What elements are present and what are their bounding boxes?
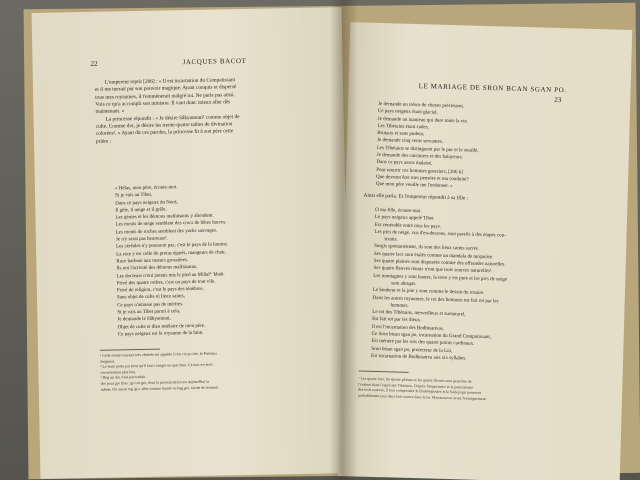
verse-line: Dans ce pays assez malaisé,	[376, 160, 433, 167]
verse-line: La race y est celle du pretas égarés, mangeurs de chair,	[116, 250, 226, 258]
verse-line: Je demande un manteau qui dure toute la vie.	[377, 116, 469, 125]
text-line: L'empereur reprit [206] : « Il est incarnation du Compatissant	[104, 77, 236, 86]
verse-line: Je demande des cuisiniers et des balayeurs.	[376, 153, 463, 161]
verse-line: Sans objet de culte ni lieux saints,	[117, 294, 185, 301]
verse-line: Objet de culte et dieu tutélaire de mon père.	[117, 323, 206, 331]
right-page	[338, 22, 633, 480]
verse-line: Que mon père veuille me l'ordonner. »	[375, 182, 453, 190]
text-line: colorées². » Ayant dit ces paroles, la princesse fit à son père cette	[95, 128, 234, 138]
verse-line: Ils ont l'activité des démons malfaisants.	[116, 265, 198, 272]
verse-line: Est vénérable entre tous les pays.	[374, 222, 442, 230]
text-line: culte. Comme dot, je désire les trente-quatre tables de divination	[95, 121, 233, 130]
verse-line: Privé de religion, c'est le pays des ténèbres.	[116, 286, 204, 294]
verse-line: Ce pays neigeux étant glacial,	[377, 109, 438, 116]
verse-line: Est fait roi par les dieux.	[372, 317, 422, 324]
footnotes-right	[358, 377, 487, 403]
page-number-left: 22	[90, 59, 98, 68]
verse-line: Les montagnes y sont hautes, la terre y est pure et les pics de neige	[373, 273, 508, 283]
verse-line: Dans les autres royaumes, le roi des hommes est fait roi par les	[372, 295, 499, 304]
footnote-line: ¹ Les quatre lacs, les quatre plaines et les quatre fleuves sont peut-être de	[358, 376, 472, 384]
page-number-right: 23	[554, 95, 562, 105]
text-line: et il me tuerait par son pouvoir magique. Ayant conquis et dispersé	[94, 84, 237, 94]
verse-block-right-a	[376, 101, 480, 191]
verse-line: Les génies et les démons malfaisants y abondent.	[115, 213, 214, 221]
verse-line: Ce Sron btsan sgan po, incarnation du Grand Compatissant,	[371, 331, 492, 341]
verse-line: Le roi des Tibétains, merveilleux et surnaturel,	[372, 310, 466, 318]
footnote-line: l'endroit dans l'esprit des Tibétains. D'après l'importance et la particularité	[358, 382, 474, 390]
verse-line: Que devront être mes pensées et ma conduite?	[375, 174, 469, 183]
verse-line: Les monts de neige semblent des crocs de bêtes fauves.	[115, 220, 227, 228]
verse-line: Ses quatre fleuves réunis n'ont que trois sources naturelles¹.	[373, 266, 493, 275]
verse-line: Sron btsan sgan po, protecteur de la Loi,	[371, 346, 453, 354]
text-line: maintenant. »	[95, 108, 125, 116]
verse-line: Les pics de neige, vus d'en-dessous, sont pareils à des étapes con-	[374, 229, 506, 239]
verse-line: Les Tibétains se distinguent par le pur et le souillé,	[376, 145, 479, 154]
verse-line: O ma fille, écoute-moi.	[375, 207, 422, 215]
verse-line: Privé des quatre ordres, c'est un pays de tout vile.	[116, 279, 216, 287]
verse-line: sont abrupts.	[391, 281, 417, 288]
text-line: tous mes royaumes, il t'emmènerait malgré toi. Ne parle pas ainsi.	[95, 91, 235, 101]
verse-line: Les céréales n'y poussent pas, c'est le pays de la famine.	[116, 242, 229, 250]
intro-paragraphs	[95, 77, 240, 146]
footnote-line: ² Le texte porte par (tout qu'il faut corriger en spar than. Ce mot est écrit	[100, 362, 213, 369]
verse-line: Les Tibétains étant cades,	[377, 123, 429, 131]
footnotes-left	[100, 351, 219, 392]
verse-line: Si je vais au Tibet parmi à cela,	[117, 309, 181, 316]
verse-line: Je n'y serai pas heureuse³.	[115, 236, 168, 243]
text-line: prière :	[95, 138, 112, 145]
verse-line: struits.	[384, 237, 398, 243]
running-head-right: LE MARIAGE DE SRON BCAN SGAN PO.	[418, 82, 567, 95]
verse-block-right-b	[371, 207, 509, 364]
verse-line: Pour nourrir ces hommes grossiers, [206 b]	[376, 167, 463, 176]
verse-line: « Hélas, mon père, écoute-moi.	[114, 185, 178, 192]
verse-line: Ce pays n'amasse pas de mérites.	[117, 301, 184, 309]
footnote-line: ¹ Cette statue toujours très vénérée est appelée Jo bo rin po che, le Précieux	[100, 351, 218, 358]
footnote-rule	[100, 349, 160, 351]
footnote-line: dro pour gro (bas: 'gro ne gro, dont la prononciation est aujourd'hui la	[100, 379, 210, 386]
footnote-line: même. On aurait tog 'gro, aller comme fumée ou bag gro, farine de froment.	[100, 385, 220, 392]
verse-line: Il est l'incarnation des Bodhisattvas.	[371, 324, 445, 332]
footnote-line: correctement plus loin.	[100, 369, 137, 375]
running-head-left: JACQUES BACOT	[182, 56, 247, 67]
verse-line: Je demande le Sâkyamuni,	[117, 316, 171, 323]
verse-line: Le bonheur et la joie y sont comme le dessin du rosaire.	[372, 288, 485, 297]
verse-line: Race barbare aux mœurs grossières.	[116, 258, 189, 265]
verse-line: hommes.	[390, 303, 409, 309]
left-page	[32, 7, 351, 479]
verse-line: Je demande cinq cents servantes.	[377, 138, 444, 146]
footnote-rule	[359, 371, 409, 373]
footnote-line: des trois sources, il faut comprendre le Brahmapoutre et le Sutlej) qui prennent	[358, 387, 481, 396]
verse-line: Brutaux et sans pudeur,	[377, 131, 425, 138]
verse-line: Dans ce pays neigeux du Nord,	[115, 199, 178, 207]
verse-line: Il gèle, il neige et il grêle.	[115, 207, 167, 214]
verse-line: Si je vais au Tibet,	[115, 193, 153, 199]
text-line: La princesse répondit : « Je désire Sâkyamuni¹ comme objet de	[105, 113, 240, 123]
footnote-line: probablement tous deux leur source dans le lac Manasarovar avant l'enseignement.	[357, 393, 487, 401]
footnote-line: Seigneur.	[100, 359, 115, 364]
verse-block-left	[115, 183, 230, 338]
verse-line: Les docteurs n'ont jamais mis le pied au Miñal⁴ 'khab.	[116, 271, 225, 279]
verse-line: Je demande un trésor de choses précieuses.	[378, 101, 465, 110]
narration-line: Ainsi elle parla. Et l'empereur répondit à sa fille :	[363, 192, 469, 202]
verse-line: Est ménéré par les rois des quatre points cardinaux.	[371, 339, 475, 348]
verse-line: Ses quatre plaines sont disposées comme des offrandes naturelles.	[373, 258, 506, 268]
book-spine-shadow	[330, 0, 358, 480]
verse-line: Surgis spontanément, ils sont des lieux saints sacrés.	[374, 244, 480, 253]
footnote-line: ³ Bag mi dro n'est pas traduit.	[100, 375, 147, 381]
text-line: Vois ce qu'a accompli son ministre. Il vaut donc mieux aller dès	[95, 99, 231, 108]
verse-line: Ses quatre lacs sont étalés comme un mandala de turquoise.	[373, 251, 494, 261]
verse-line: Le pays neigeux appelé Tibet	[374, 215, 434, 222]
verse-line: Les monts de roches semblent des yacks sauvages.	[115, 228, 218, 236]
verse-line: Ce pays neigeux est le royaume de la faim.	[117, 330, 204, 338]
verse-line: Est incarnation de Bodhisattva aux six syllabes.	[371, 353, 467, 362]
